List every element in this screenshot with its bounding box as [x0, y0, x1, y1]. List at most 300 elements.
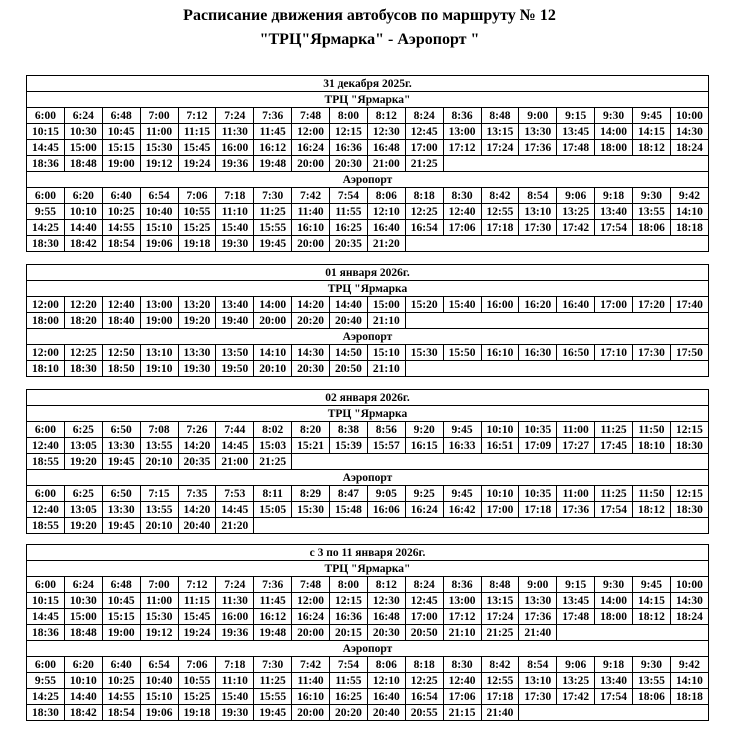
departure-time-cell: 18:30 [27, 236, 65, 252]
departure-time-cell: 8:48 [481, 577, 519, 593]
departure-time-cell: 20:55 [405, 705, 443, 721]
departure-time-cell: 19:45 [254, 236, 292, 252]
departure-time-cell: 8:54 [519, 188, 557, 204]
departure-time-cell: 10:25 [102, 204, 140, 220]
departure-time-cell: 9:18 [595, 657, 633, 673]
departure-time-cell: 17:00 [405, 609, 443, 625]
departure-time-cell: 19:24 [178, 625, 216, 641]
departure-time-cell: 14:20 [292, 297, 330, 313]
departure-time-cell: 7:30 [254, 657, 292, 673]
departure-time-cell: 9:55 [27, 673, 65, 689]
table-row [27, 593, 709, 609]
departure-time-cell: 6:24 [64, 577, 102, 593]
departure-time-cell: 8:24 [405, 108, 443, 124]
departure-time-cell: 15:00 [367, 297, 405, 313]
departure-time-cell: 8:38 [330, 422, 368, 438]
departure-time-cell: 19:00 [140, 313, 178, 329]
departure-time-cell: 21:00 [367, 156, 405, 172]
departure-time-cell: 20:00 [292, 625, 330, 641]
departure-time-cell: 13:20 [178, 297, 216, 313]
departure-time-cell: 10:10 [64, 673, 102, 689]
departure-time-cell: 13:45 [557, 593, 595, 609]
departure-time-cell: 20:00 [292, 705, 330, 721]
departure-time-cell: 13:25 [557, 204, 595, 220]
departure-time-cell: 13:55 [140, 502, 178, 518]
departure-time-cell: 9:00 [519, 577, 557, 593]
departure-time-cell: 16:10 [292, 220, 330, 236]
departure-time-cell: 19:12 [140, 625, 178, 641]
departure-time-cell: 9:20 [405, 422, 443, 438]
departure-time-cell: 11:40 [292, 204, 330, 220]
departure-time-cell: 19:10 [140, 361, 178, 377]
departure-time-cell: 13:00 [443, 593, 481, 609]
departure-time-cell: 17:06 [443, 220, 481, 236]
departure-time-cell: 8:30 [443, 188, 481, 204]
departure-time-cell: 21:10 [367, 313, 405, 329]
departure-time-cell: 19:06 [140, 236, 178, 252]
departure-time-cell: 18:55 [27, 454, 65, 470]
departure-time-cell: 9:15 [557, 108, 595, 124]
empty-cell [443, 156, 708, 172]
departure-time-cell: 15:50 [443, 345, 481, 361]
departure-time-cell: 13:30 [519, 593, 557, 609]
table-row [27, 454, 709, 470]
departure-time-cell: 10:40 [140, 204, 178, 220]
departure-time-cell: 17:12 [443, 609, 481, 625]
departure-time-cell: 19:36 [216, 625, 254, 641]
departure-time-cell: 13:50 [216, 345, 254, 361]
departure-time-cell: 15:40 [443, 297, 481, 313]
departure-time-cell: 15:55 [254, 689, 292, 705]
departure-time-cell: 9:30 [633, 188, 671, 204]
departure-time-cell: 10:10 [481, 422, 519, 438]
departure-time-cell: 19:20 [178, 313, 216, 329]
departure-time-cell: 16:00 [481, 297, 519, 313]
departure-time-cell: 18:24 [670, 609, 708, 625]
departure-time-cell: 17:06 [443, 689, 481, 705]
departure-time-cell: 15:30 [405, 345, 443, 361]
departure-time-cell: 7:54 [330, 657, 368, 673]
departure-time-cell: 20:20 [292, 313, 330, 329]
departure-time-cell: 19:40 [216, 313, 254, 329]
departure-time-cell: 7:35 [178, 486, 216, 502]
departure-time-cell: 17:12 [443, 140, 481, 156]
departure-time-cell: 12:30 [367, 124, 405, 140]
departure-time-cell: 13:55 [140, 438, 178, 454]
departure-time-cell: 13:55 [633, 204, 671, 220]
departure-time-cell: 17:36 [519, 140, 557, 156]
departure-time-cell: 8:11 [254, 486, 292, 502]
departure-time-cell: 11:45 [254, 593, 292, 609]
departure-time-cell: 6:50 [102, 486, 140, 502]
departure-time-cell: 9:45 [633, 577, 671, 593]
table-row [27, 220, 709, 236]
departure-time-cell: 17:09 [519, 438, 557, 454]
departure-time-cell: 6:48 [102, 577, 140, 593]
departure-time-cell: 17:00 [481, 502, 519, 518]
departure-time-cell: 18:18 [670, 220, 708, 236]
table-row [27, 657, 709, 673]
departure-time-cell: 18:18 [670, 689, 708, 705]
departure-time-cell: 15:40 [216, 689, 254, 705]
departure-time-cell: 13:00 [443, 124, 481, 140]
departure-time-cell: 14:25 [27, 689, 65, 705]
schedule-table-dec31 [26, 75, 709, 252]
departure-time-cell: 14:00 [595, 124, 633, 140]
departure-time-cell: 12:40 [27, 438, 65, 454]
direction-header: Аэропорт [27, 470, 709, 486]
departure-time-cell: 21:25 [481, 625, 519, 641]
departure-time-cell: 7:06 [178, 657, 216, 673]
departure-time-cell: 19:18 [178, 705, 216, 721]
departure-time-cell: 18:00 [595, 140, 633, 156]
departure-time-cell: 21:10 [367, 361, 405, 377]
departure-time-cell: 19:45 [102, 454, 140, 470]
departure-time-cell: 9:55 [27, 204, 65, 220]
departure-time-cell: 17:18 [519, 502, 557, 518]
departure-time-cell: 15:57 [367, 438, 405, 454]
departure-time-cell: 11:00 [140, 593, 178, 609]
departure-time-cell: 19:48 [254, 625, 292, 641]
departure-time-cell: 16:48 [367, 140, 405, 156]
departure-time-cell: 18:00 [27, 313, 65, 329]
empty-cell [254, 518, 709, 534]
departure-time-cell: 7:24 [216, 577, 254, 593]
departure-time-cell: 9:05 [367, 486, 405, 502]
departure-time-cell: 6:00 [27, 108, 65, 124]
departure-time-cell: 17:54 [595, 502, 633, 518]
departure-time-cell: 14:40 [64, 220, 102, 236]
departure-time-cell: 12:40 [27, 502, 65, 518]
departure-time-cell: 8:00 [330, 108, 368, 124]
departure-time-cell: 20:10 [140, 518, 178, 534]
departure-time-cell: 19:24 [178, 156, 216, 172]
table-row [27, 156, 709, 172]
departure-time-cell: 9:42 [670, 657, 708, 673]
departure-time-cell: 15:25 [178, 689, 216, 705]
departure-time-cell: 16:42 [443, 502, 481, 518]
departure-time-cell: 14:15 [633, 124, 671, 140]
empty-cell [557, 625, 709, 641]
departure-time-cell: 16:40 [367, 689, 405, 705]
table-row [27, 518, 709, 534]
departure-time-cell: 8:47 [330, 486, 368, 502]
departure-time-cell: 19:50 [216, 361, 254, 377]
departure-time-cell: 10:25 [102, 673, 140, 689]
departure-time-cell: 14:00 [254, 297, 292, 313]
departure-time-cell: 12:55 [481, 204, 519, 220]
departure-time-cell: 8:06 [367, 188, 405, 204]
departure-time-cell: 13:45 [557, 124, 595, 140]
departure-time-cell: 7:36 [254, 577, 292, 593]
departure-time-cell: 15:25 [178, 220, 216, 236]
departure-time-cell: 20:40 [367, 705, 405, 721]
departure-time-cell: 15:00 [64, 609, 102, 625]
departure-time-cell: 15:10 [140, 689, 178, 705]
departure-time-cell: 20:35 [178, 454, 216, 470]
departure-time-cell: 8:42 [481, 188, 519, 204]
departure-time-cell: 15:20 [405, 297, 443, 313]
departure-time-cell: 8:30 [443, 657, 481, 673]
departure-time-cell: 8:12 [367, 108, 405, 124]
departure-time-cell: 18:12 [633, 502, 671, 518]
section-date-header: 02 января 2026г. [27, 390, 709, 406]
departure-time-cell: 6:00 [27, 657, 65, 673]
table-row [27, 673, 709, 689]
table-row [27, 108, 709, 124]
departure-time-cell: 20:35 [330, 236, 368, 252]
departure-time-cell: 11:15 [178, 124, 216, 140]
departure-time-cell: 7:00 [140, 577, 178, 593]
departure-time-cell: 19:48 [254, 156, 292, 172]
departure-time-cell: 10:10 [481, 486, 519, 502]
departure-time-cell: 18:12 [633, 609, 671, 625]
table-row [27, 124, 709, 140]
departure-time-cell: 15:10 [140, 220, 178, 236]
departure-time-cell: 15:55 [254, 220, 292, 236]
departure-time-cell: 9:15 [557, 577, 595, 593]
departure-time-cell: 7:42 [292, 188, 330, 204]
departure-time-cell: 20:00 [254, 313, 292, 329]
departure-time-cell: 17:48 [557, 609, 595, 625]
table-row [27, 313, 709, 329]
departure-time-cell: 11:00 [557, 486, 595, 502]
departure-time-cell: 11:10 [216, 673, 254, 689]
departure-time-cell: 15:45 [178, 609, 216, 625]
departure-time-cell: 11:55 [330, 204, 368, 220]
table-row [27, 486, 709, 502]
departure-time-cell: 6:40 [102, 657, 140, 673]
departure-time-cell: 11:30 [216, 593, 254, 609]
departure-time-cell: 7:54 [330, 188, 368, 204]
departure-time-cell: 12:25 [64, 345, 102, 361]
departure-time-cell: 7:26 [178, 422, 216, 438]
table-row [27, 140, 709, 156]
departure-time-cell: 12:20 [64, 297, 102, 313]
table-row [27, 577, 709, 593]
departure-time-cell: 17:36 [557, 502, 595, 518]
table-row [27, 236, 709, 252]
departure-time-cell: 12:55 [481, 673, 519, 689]
departure-time-cell: 8:29 [292, 486, 330, 502]
departure-time-cell: 15:21 [292, 438, 330, 454]
departure-time-cell: 16:48 [367, 609, 405, 625]
departure-time-cell: 11:50 [633, 422, 671, 438]
table-row [27, 502, 709, 518]
table-row [27, 361, 709, 377]
departure-time-cell: 7:12 [178, 108, 216, 124]
departure-time-cell: 12:00 [27, 345, 65, 361]
departure-time-cell: 13:10 [519, 204, 557, 220]
departure-time-cell: 7:48 [292, 577, 330, 593]
departure-time-cell: 17:48 [557, 140, 595, 156]
section-date-header: 31 декабря 2025г. [27, 76, 709, 92]
departure-time-cell: 18:10 [27, 361, 65, 377]
departure-time-cell: 10:00 [670, 108, 708, 124]
departure-time-cell: 21:15 [443, 705, 481, 721]
table-row [27, 705, 709, 721]
departure-time-cell: 17:30 [519, 220, 557, 236]
departure-time-cell: 15:30 [140, 140, 178, 156]
departure-time-cell: 16:00 [216, 140, 254, 156]
departure-time-cell: 13:05 [64, 502, 102, 518]
departure-time-cell: 12:15 [670, 486, 708, 502]
empty-cell [292, 454, 709, 470]
departure-time-cell: 16:50 [557, 345, 595, 361]
departure-time-cell: 18:36 [27, 625, 65, 641]
departure-time-cell: 16:20 [519, 297, 557, 313]
departure-time-cell: 14:20 [178, 438, 216, 454]
departure-time-cell: 15:15 [102, 609, 140, 625]
departure-time-cell: 20:15 [330, 625, 368, 641]
route-title: "ТРЦ"Ярмарка" - Аэропорт " [259, 31, 480, 48]
departure-time-cell: 13:40 [595, 673, 633, 689]
departure-time-cell: 9:06 [557, 657, 595, 673]
departure-time-cell: 20:00 [292, 156, 330, 172]
departure-time-cell: 17:42 [557, 220, 595, 236]
departure-time-cell: 17:50 [670, 345, 708, 361]
departure-time-cell: 17:10 [595, 345, 633, 361]
departure-time-cell: 12:40 [443, 673, 481, 689]
departure-time-cell: 13:30 [102, 438, 140, 454]
departure-time-cell: 9:00 [519, 108, 557, 124]
departure-time-cell: 18:36 [27, 156, 65, 172]
departure-time-cell: 14:45 [27, 140, 65, 156]
departure-time-cell: 7:48 [292, 108, 330, 124]
empty-cell [405, 236, 708, 252]
departure-time-cell: 8:36 [443, 577, 481, 593]
departure-time-cell: 20:50 [405, 625, 443, 641]
departure-time-cell: 18:55 [27, 518, 65, 534]
departure-time-cell: 21:25 [254, 454, 292, 470]
departure-time-cell: 9:06 [557, 188, 595, 204]
departure-time-cell: 18:48 [64, 625, 102, 641]
departure-time-cell: 11:40 [292, 673, 330, 689]
departure-time-cell: 14:10 [670, 673, 708, 689]
departure-time-cell: 11:25 [254, 673, 292, 689]
departure-time-cell: 7:00 [140, 108, 178, 124]
departure-time-cell: 11:25 [254, 204, 292, 220]
departure-time-cell: 10:15 [27, 124, 65, 140]
departure-time-cell: 13:30 [519, 124, 557, 140]
departure-time-cell: 12:50 [102, 345, 140, 361]
departure-time-cell: 14:15 [633, 593, 671, 609]
departure-time-cell: 18:54 [102, 705, 140, 721]
departure-time-cell: 21:20 [367, 236, 405, 252]
departure-time-cell: 17:18 [481, 220, 519, 236]
departure-time-cell: 6:50 [102, 422, 140, 438]
departure-time-cell: 17:45 [595, 438, 633, 454]
departure-time-cell: 18:12 [633, 140, 671, 156]
departure-time-cell: 16:00 [216, 609, 254, 625]
departure-time-cell: 18:24 [670, 140, 708, 156]
departure-time-cell: 11:10 [216, 204, 254, 220]
departure-time-cell: 7:24 [216, 108, 254, 124]
departure-time-cell: 13:55 [633, 673, 671, 689]
departure-time-cell: 20:00 [292, 236, 330, 252]
departure-time-cell: 16:36 [330, 140, 368, 156]
departure-time-cell: 20:40 [178, 518, 216, 534]
departure-time-cell: 18:42 [64, 705, 102, 721]
departure-time-cell: 11:00 [140, 124, 178, 140]
departure-time-cell: 18:50 [102, 361, 140, 377]
departure-time-cell: 11:45 [254, 124, 292, 140]
departure-time-cell: 16:24 [292, 140, 330, 156]
departure-time-cell: 12:40 [102, 297, 140, 313]
departure-time-cell: 20:50 [330, 361, 368, 377]
departure-time-cell: 18:00 [595, 609, 633, 625]
departure-time-cell: 10:45 [102, 593, 140, 609]
departure-time-cell: 16:10 [292, 689, 330, 705]
departure-time-cell: 8:02 [254, 422, 292, 438]
departure-time-cell: 17:42 [557, 689, 595, 705]
schedule-table-jan01 [26, 264, 709, 377]
departure-time-cell: 13:40 [216, 297, 254, 313]
departure-time-cell: 6:48 [102, 108, 140, 124]
departure-time-cell: 10:15 [27, 593, 65, 609]
departure-time-cell: 8:20 [292, 422, 330, 438]
departure-time-cell: 17:40 [670, 297, 708, 313]
departure-time-cell: 14:45 [27, 609, 65, 625]
departure-time-cell: 16:12 [254, 609, 292, 625]
departure-time-cell: 16:12 [254, 140, 292, 156]
departure-time-cell: 16:40 [557, 297, 595, 313]
departure-time-cell: 16:15 [405, 438, 443, 454]
departure-time-cell: 19:30 [216, 236, 254, 252]
departure-time-cell: 20:40 [330, 313, 368, 329]
departure-time-cell: 18:40 [102, 313, 140, 329]
departure-time-cell: 19:12 [140, 156, 178, 172]
departure-time-cell: 10:55 [178, 204, 216, 220]
departure-time-cell: 16:24 [292, 609, 330, 625]
departure-time-cell: 20:30 [292, 361, 330, 377]
departure-time-cell: 14:10 [254, 345, 292, 361]
departure-time-cell: 8:54 [519, 657, 557, 673]
section-date-header: 01 января 2026г. [27, 265, 709, 281]
departure-time-cell: 10:00 [670, 577, 708, 593]
departure-time-cell: 17:18 [481, 689, 519, 705]
departure-time-cell: 18:30 [64, 361, 102, 377]
departure-time-cell: 10:35 [519, 486, 557, 502]
departure-time-cell: 11:30 [216, 124, 254, 140]
departure-time-cell: 11:55 [330, 673, 368, 689]
departure-time-cell: 17:30 [519, 689, 557, 705]
departure-time-cell: 8:06 [367, 657, 405, 673]
departure-time-cell: 7:36 [254, 108, 292, 124]
departure-time-cell: 16:10 [481, 345, 519, 361]
departure-time-cell: 12:00 [292, 124, 330, 140]
departure-time-cell: 12:15 [670, 422, 708, 438]
departure-time-cell: 13:40 [595, 204, 633, 220]
departure-time-cell: 17:27 [557, 438, 595, 454]
direction-header: ТРЦ "Ярмарка [27, 406, 709, 422]
table-row [27, 689, 709, 705]
departure-time-cell: 10:10 [64, 204, 102, 220]
departure-time-cell: 8:00 [330, 577, 368, 593]
departure-time-cell: 19:00 [102, 156, 140, 172]
departure-time-cell: 8:18 [405, 657, 443, 673]
departure-time-cell: 10:55 [178, 673, 216, 689]
empty-cell [405, 361, 708, 377]
departure-time-cell: 16:25 [330, 689, 368, 705]
departure-time-cell: 13:00 [140, 297, 178, 313]
departure-time-cell: 15:39 [330, 438, 368, 454]
departure-time-cell: 13:10 [519, 673, 557, 689]
departure-time-cell: 15:48 [330, 502, 368, 518]
departure-time-cell: 6:00 [27, 486, 65, 502]
departure-time-cell: 17:54 [595, 220, 633, 236]
departure-time-cell: 18:48 [64, 156, 102, 172]
